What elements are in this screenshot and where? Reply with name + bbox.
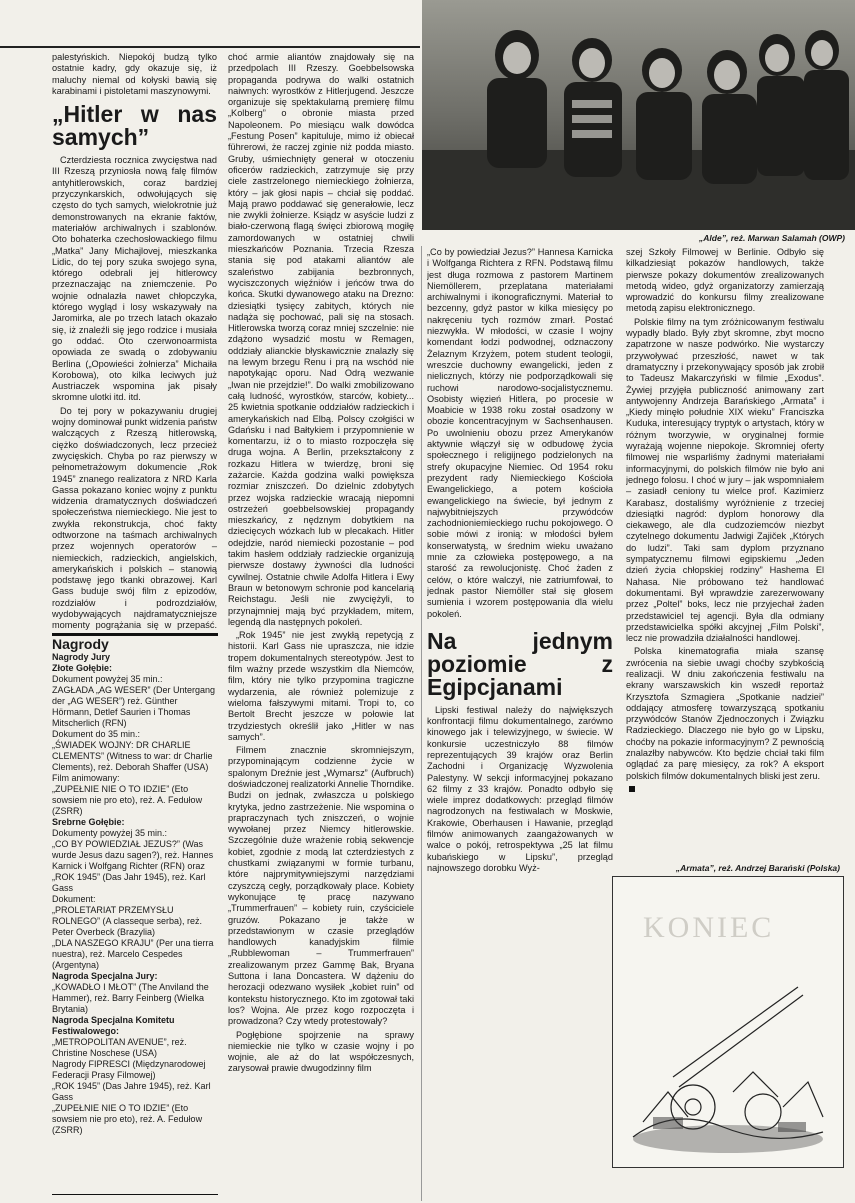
award-line: „PROLETARIAT PRZEMYSŁU ROLNEGO” (A classeque serba), reż. Peter Overbeck (Brazylia) xyxy=(52,905,203,937)
column-1 xyxy=(52,52,217,632)
awards-box xyxy=(52,633,218,1195)
top-rule xyxy=(0,46,420,48)
col4-paragraph: Polska kinematografia miała szansę zwrócenia na siebie uwagi choćby szybkością realizacji. W dniu zakończenia festiwalu na ekrany warszawskich kin wszedł reportaż Krzysztofa Szmagiera „Spotkanie nadziei” oddający atmosferę towarzyszącą spotkaniu przywódców Stanów Zjednoczonych i Związku Radzieckiego. Dlaczego nie było go w Lipsku, choćby na pokazie informacyjnym? Z pewnością znalazłby nabywców. Kto będzie chciał taki film oglądać za parę miesięcy, za rok? A eksport polskich filmów dokumentalnych bliski jest zeru. xyxy=(626,646,824,781)
award-line: ZAGŁADA „AG WESER” (Der Untergang der „AG WESER”) reż. Günther Hörmann, Detlef Saurien i Thomas Mitscherlich (RFN) xyxy=(52,685,216,728)
award-line: „CO BY POWIEDZIAŁ JEZUS?” (Was wurde Jesus dazu sagen?), reż. Hannes Karnick i Wolfgang Richter (RFN) oraz „ROK 1945” (Das Jahr 1945), reż. Karl Gass xyxy=(52,839,214,893)
awards-title: Nagrody xyxy=(52,636,109,652)
col4-paragraph: szej Szkoły Filmowej w Berlinie. Odbyło się kilkadziesiąt pokazów handlowych, także pierwsze pokazy dokumentów zrealizowanych metodą wideo, gdyż organizatorzy zamierzają wprowadzić do konkursu filmy zrealizowane metodą zapisu elektronicznego. xyxy=(626,247,824,314)
award-line: Srebrne Gołębie: xyxy=(52,817,125,827)
col1-paragraph: Do tej pory w pokazywaniu drugiej wojny dominował punkt widzenia państw walczących z Rzeszą hitlerowską, ciężko doświadczonych, lecz przecież zwycięskich. Chyba po raz pierwszy w pełnometrażowym dokumencie „Rok 1945” znanego realizatora z NRD Karla Gassa pokazano koniec wojny z punktu widzenia dramatycznych doświadczeń społeczeństwa niemieckiego. Nie jest to zwykła rekonstrukcja, choć fakty odtworzone na taśmach archiwalnych przez wojennych operatorów – niemieckich, radzieckich, angielskich, amerykańskich i polskich – stanowią podstawę jego tkanki obrazowej. Karl Gass buduje swój film z epizodów, rozdziałów i podrozdziałów, wydobywających najdramatyczniejsze momenty pogrążania się w przepaść. xyxy=(52,405,217,631)
award-line: „DLA NASZEGO KRAJU” (Per una tierra nuestra), reż. Marcelo Cespedes (Argentyna) xyxy=(52,938,214,970)
koniec-watermark: KONIEC xyxy=(643,911,775,944)
article-heading-egypt: Na jednym poziomie z Egipcjanami xyxy=(427,627,613,700)
award-line: „KOWADŁO I MŁOT” (The Anviland the Hammer), reż. Barry Feinberg (Wielka Brytania) xyxy=(52,982,209,1014)
award-line: Nagrody Jury xyxy=(52,652,111,662)
armata-illustration xyxy=(612,876,844,1168)
col3-paragraph: „Co by powiedział Jezus?” Hannesa Karnicka i Wolfganga Richtera z RFN. Podstawą filmu jest długa rozmowa z pastorem Martinem Niemöllerem, przeplatana materiałami archiwalnymi i ikonograficznymi. Materiał to bezcenny, gdyż pastor w kilka miesięcy po nakręceniu tych rozmów zmarł. Postać niezwykła. W młodości, w czasie I wojny komendant łodzi podwodnej, odznaczony Żelaznym Krzyżem, potem student teologii, wreszcie duchowny ewangelicki, jeden z nielicznych, którzy nie podporządkowali się ruchowi narodowo-socjalistycznemu. Osobisty więzień Hitlera, po procesie w Moabicie w 1938 roku został osadzony w obozie koncentracyjnym w Sachsenhausen. Po uwolnieniu obozu przez Amerykanów aktywnie włączył się w odbudowę życia społecznego i religijnego podzielonych na strefy okupacyjne Niemiec. Od 1954 roku prezydent rady Niemieckiego Kościoła Ewangelickiego, a potem kościoła ewangelickiego na świecie, był jednym z najwybitniejszych przywódców zachodnioniemieckiego ruchu pokojowego. O sobie mówi z ironią: w młodości byłem konserwatystą, w średnim wieku uważano mnie za człowieka postępowego, a na starość za rewolucjonistę. Choć żaden z celów, o które walczył, nie zatriumfował, to jednak pastor Niemöller stał się głosem sumienia i wzorem postępowania dla wielu pokoleń. xyxy=(427,247,613,619)
article-heading-hitler: „Hitler w nas samych” xyxy=(52,101,217,151)
col2-paragraph: Filmem znacznie skromniejszym, przypominającym codzienne życie w spalonym Dreźnie jest „Wymarsz” (Aufbruch) doświadczonej realizatorki Annelie Thorndike. Budzi on jednak, zwłaszcza u polskiego krytyka, jedno zastrzeżenie. Nie wspomina o prapraczynach tych zniszczeń, o wojnie wywołanej przez Niemcy hitlerowskie. Szczególnie duże wrażenie robią sekwencje kobiet, zgodnie z modą lat czterdziestych z chustkami związanymi w formie turbanu, które najprymitywniejszymi narzędziami czyszczą cegły, porządkowały place. Kobiety wykonujące tę pracę nazywano „Trummerfrauen” – kobiety ruin, czyściciele gruzów. Pokazano je także w przedstawionym w czasie przeglądów handlowych kanadyjskim filmie „Rubblewoman – Trummerfrauen” zrealizowanym przez Gammę Bak, Bryana Suttona i Iana Doncastera. W dążeniu do herozacji odezwano wysiłek „kobiet ruin” od kontekstu historycznego. Kto im zgotował taki los? Wojna. Ale przez kogo rozpoczęta i prowadzona? Czy wtedy protestowały? xyxy=(228,745,414,1027)
col2-paragraph: choć armie aliantów znajdowały się na przedpolach III Rzeszy. Goebbelsowska propaganda podrywa do walki ostatnich naiwnych: wyrostków z Hitlerjugend. Jeszcze organizuje się spektakularną premierę filmu „Kolberg” o obronie miasta przed Napoleonem. Po miesiącu walk dowódca „Festung Posen” kapituluje, mimo iż obiecał führerowi, że raczej zginie niż podda miasto. Gruby, uśmiechnięty generał w otoczeniu oficerów radzieckich, zatrzymuje się przy ciele zastrzelonego niemieckiego żołnierza, który – jak głosi napis – chciał się poddać. Mają prawo poddawać się generałowie, lecz nie zwykli żołnierze. Ksiądz w asyście ludzi z biało-czerwoną flagą święci zbiorową mogiłę zamordowanych w ostatniej chwili mieszkańców Poznania. Trzecia Rzesza stania się pod atakami aliantów ale szaleństwo zabijania bezbronnych, wyciszczonych więźniów i jeńców trwa do końca. Skutki dywanowego ataku na Drezno: dziesiątki tysięcy zabitych, których nie nadąża się pochować, pali się na stosach. Hitlerowska tworzą coraz mniej szczelnie: nie zdążono wysadzić mostu w Remagen, oddziały alianckie błyskawicznie znalazły się na lewym brzegu Renu i prą na wschód nie napotykając oporu. Nad Odrą wezwanie „Iwan nie przejdzie!”. Do walki zmobilizowano całą ludność, wyrostków, starców, kobiety... 25 kwietnia spotkanie oddziałów radzieckich i amerykańskich nad Elbą. Polscy czołgiści w Gdańsku i nad Bałtykiem i przypomnienie w komentarzu, iż o to miasto rozpoczęła się druga wojna. A Berlin, przekształcony z rozkazu Hitlera w twierdzę, broni się zażarcie. Każda godzina walki powiększa rozmiar zniszczeń. Do dzielnic zdobytych przez wojska radzieckie wracają niepomni ostrzeżeń goebbelsowskiej propagandy mieszkańcy, z nędznym dobytkiem na dziecięcych wózkach lub w plecakach. Hitler odejdzie, naród niemiecki pozostanie – pod takim hasłem oddziały radzieckie organizują pierwsze dostawy żywności dla ludności cywilnej. Ostatnie chwile Adolfa Hitlera i Ewy Braun w betonowym schronie pod kancelarią Reichstagu. Jeśli nie zwyciężyli, to przynajmniej mają być przykładem, mitem, legendą dla następnych pokoleń. xyxy=(228,52,414,627)
award-line: Dokument: xyxy=(52,894,96,904)
award-line: „ŚWIADEK WOJNY: DR CHARLIE CLEMENTS” (Witness to war: dr Charlie Clements), reż. Deborah Shaffer (USA) xyxy=(52,740,213,772)
col3-paragraph: Lipski festiwal należy do największych konfrontacji filmu dokumentalnego, zarówno kinowego jak i telewizyjnego, w świecie. W konkursie uczestniczyło 88 filmów reprezentujących 39 krajów oraz Berlin Zachodni i Organizację Wyzwolenia Palestyny. W sekcji informacyjnej pokazano 62 filmy z 33 krajów. Ponadto odbyło się wiele imprez dodatkowych: przegląd filmów nagrodzonych na festiwalach w Moskwie, Krakowie, Oberhausen i Hawanie, przegląd filmów animowanych zaangażowanych w walce o pokój, retrospektywa „25 lat filmu kubańskiego w Lipsku”, przegląd najnowszego dorobku Wyż- xyxy=(427,704,613,873)
award-line: Nagroda Specjalna Jury: xyxy=(52,971,158,981)
award-line: Nagroda Specjalna Komitetu Festiwalowego: xyxy=(52,1015,175,1036)
photo-caption-alde: „Alde”, reż. Marwan Salamah (OWP) xyxy=(699,233,845,243)
award-line: Dokument powyżej 35 min.: xyxy=(52,674,163,684)
col2-paragraph: Pogłębione spojrzenie na sprawy niemieckie nie tylko w czasie wojny i po wojnie, ale aż do lat współczesnych, zarysował prawie dwugodzinny film xyxy=(228,1029,414,1074)
col2-paragraph: „Rok 1945” nie jest zwykłą repetycją z historii. Karl Gass nie upraszcza, nie idzie tropem dokumentalnych stereotypów. Jest to film ważny przede wszystkim dla Niemców, film, który nie tylko przypomina tragiczne wydarzenia, ale również polemizuje z wieloma fałszywymi mitami. Tropi to, co Bertolt Brecht jeszcze w połowie lat trzydziestych określił jako „Hitler w nas samych”. xyxy=(228,630,414,742)
award-line: „ZUPEŁNIE NIE O TO IDZIE” (Eto sowsiem nie pro eto), reż. A. Fedułow (ZSRR) xyxy=(52,784,203,816)
intro-text: palestyńskich. Niepokój budzą tylko ostatnie kadry, gdy okazuje się, iż maluchy niemal od kołyski bawią się karabinami i pistoletami maszynowymi. xyxy=(52,52,217,96)
award-line: Dokument do 35 min.: xyxy=(52,729,141,739)
photo-caption-armata: „Armata”, reż. Andrzej Barański (Polska) xyxy=(675,863,840,873)
award-line: Dokumenty powyżej 35 min.: xyxy=(52,828,168,838)
award-line: „ZUPEŁNIE NIE O TO IDZIE” (Eto sowsiem nie pro eto), reż. A. Fedułow (ZSRR) xyxy=(52,1103,203,1135)
col4-paragraph: Polskie filmy na tym zróżnicowanym festiwalu wypadły blado. Były zbyt skromne, zbyt mocno zapatrzone w nasze podwórko. Nie wystarczy przywoływać przeszłość, nawet w tak dramatyczny i przekonywający sposób jak zrobił to Tadeusz Makarczyński w filmie „Exodus”. Żywiej przyjęła publiczność animowany zart antywojenny Andrzeja Barańskiego „Armata” i „Kiedy minęło południe XIX wieku” Franciszka Kuduka, interesujący tryptyk o artystach, który w różnym tworzywie, w oryginalnej formie wyrażają wojenne niepokoje. Skromniej oferty filmowej nie wsparliśmy żadnymi materiałami informacyjnymi, do polskich filmów nie było ani jednego folosu. I choć w jury – jak wspomniałem – zasiadł ceniony tu wielce prof. Kazimierz Karabasz, dostaliśmy wyróżnienie z trzeciej dziesiątki nagród: dyplom honorowy dla ciekawego, ale dla cudzoziemców niezbyt czytelnego dokumentu Jadwigi Zajiček „Których do ludzi”. Taki sam dyplom przyznano sympatycznemu filmowi egipskiemu „Jeden dzień życia chłopskiej rodziny” Hashema El Nahasa. Nie próbowano też handlować dokumentami. Był wprawdzie zarezerwowany przez „Poltel” boks, lecz nie przyjechał żaden przedstawiciel tej agencji. Była dla odmiany przedstawicielka spółki akcyjnej „Film Polski”, lecz nie prowadziła działalności handlowej. xyxy=(626,316,824,644)
column-3 xyxy=(427,247,613,1197)
column-divider xyxy=(421,246,422,1201)
award-line: Nagrody FIPRESCI (Międzynarodowej Federacji Prasy Filmowej) xyxy=(52,1059,206,1080)
award-line: Film animowany: xyxy=(52,773,120,783)
award-line: „METROPOLITAN AVENUE”, reż. Christine Noschese (USA) xyxy=(52,1037,187,1058)
award-line: „ROK 1945” (Das Jahre 1945), reż. Karl Gass xyxy=(52,1081,211,1102)
end-mark-icon xyxy=(629,786,635,792)
column-2 xyxy=(228,52,414,1200)
awards-list xyxy=(52,652,218,1136)
col1-paragraph: Czterdziesta rocznica zwycięstwa nad III Rzeszą przyniosła nową falę filmów antyhitlerowskich, coraz bardziej przyczynkarskich, odwołujących się często do tych samych, wielokrotnie już demonstrowanych na ekranie faktów, materiałów archiwalnych i szablonów. Oto bohaterka czechosłowackiego filmu „Matka” Jany Michajlovej, mieszkanka Lidic, do tej pory szuka swojego syna, którego odebrali jej hitlerowcy przeznaczając na zniemczenie. Po wojnie odnalazła nawet chłopczyka, którego wygląd i losy wskazywały na Jaromirka, ale po trzech latach okazało się, iż znaleźli się jego rodzice i musiała go oddać. Oto czerwonoarmista opowiada ze swadą o zdobywaniu Berlina („Opowieści żołnierza” Michaiła Korobowa), oto kilka leciwych już Austriaczek wspomina jak pisały skromne ulotki itd. itd. xyxy=(52,155,217,403)
award-line: Złote Gołębie: xyxy=(52,663,113,673)
column-4 xyxy=(626,247,824,847)
children-photo xyxy=(422,0,855,230)
